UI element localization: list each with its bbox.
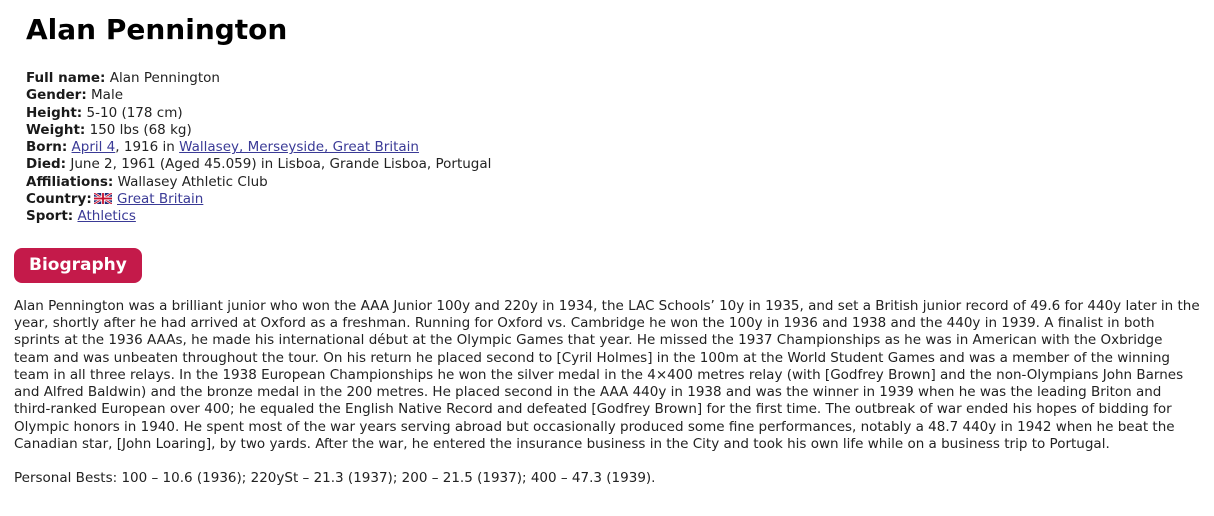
info-row-height — [26, 105, 1200, 122]
info-row-died — [26, 156, 1200, 173]
died-label: Died: — [26, 156, 67, 173]
personal-bests-text: Personal Bests: 100 – 10.6 (1936); 220ySt – 21.3 (1937); 200 – 21.5 (1937); 400 – 47.3 (1939). — [14, 470, 656, 487]
biography-section-heading: Biography — [14, 248, 142, 283]
born-label: Born: — [26, 139, 68, 156]
info-row-full-name — [26, 70, 1200, 87]
country-link[interactable]: Great Britain — [117, 191, 204, 208]
gender-label: Gender: — [26, 87, 87, 104]
info-row-born — [26, 139, 1200, 156]
info-row-sport — [26, 208, 1200, 225]
born-middle-text: , 1916 in — [115, 139, 180, 156]
uk-flag-icon — [94, 193, 112, 204]
info-row-gender — [26, 87, 1200, 104]
sport-label: Sport: — [26, 208, 74, 225]
height-value: 5-10 (178 cm) — [86, 104, 183, 121]
page-title: Alan Pennington — [26, 13, 288, 46]
info-row-weight — [26, 122, 1200, 139]
info-row-affiliations — [26, 174, 1200, 191]
died-value: June 2, 1961 (Aged 45.059) in Lisboa, Grande Lisboa, Portugal — [70, 156, 492, 173]
affiliations-value: Wallasey Athletic Club — [117, 173, 268, 190]
full-name-label: Full name: — [26, 70, 106, 86]
full-name-value: Alan Pennington — [109, 70, 220, 86]
affiliations-label: Affiliations: — [26, 173, 114, 190]
country-label: Country: — [26, 191, 92, 208]
weight-value: 150 lbs (68 kg) — [89, 121, 192, 138]
gender-value: Male — [91, 87, 124, 104]
born-place-link[interactable]: Wallasey, Merseyside, Great Britain — [179, 139, 419, 156]
athlete-info-list — [26, 70, 1200, 226]
sport-link[interactable]: Athletics — [77, 208, 136, 225]
born-date-link[interactable]: April 4 — [71, 139, 116, 156]
weight-label: Weight: — [26, 121, 86, 138]
height-label: Height: — [26, 104, 83, 121]
biography-text: Alan Pennington was a brilliant junior who won the AAA Junior 100y and 220y in 1934, the LAC Schools’ 10y in 1935, and set a British junior record of 49.6 for 440y later in the year, shortly after he had arrived at Oxford as a freshman. Running for Oxford vs. Cambridge he won the 100y in 1936 and 1938 and the 440y in 1939. A finalist in both sprints at the 1936 AAAs, he made his international début at the Olympic Games that year. He missed the 1937 Championships as he was in American with the Oxbridge team and was unbeaten throughout the tour. On his return he placed second to [Cyril Holmes] in the 100m at the World Student Games and was a member of the winning team in all three relays. In the 1938 European Championships he won the silver medal in the 4×400 metres relay (with [Godfrey Brown] and the non-Olympians John Barnes and Alfred Baldwin) and the bronze medal in the 200 metres. He placed second in the AAA 440y in 1938 and was the winner in 1939 when he was the leading Briton and third-ranked European over 400; he equaled the English Native Record and defeated [Godfrey Brown] for the first time. The outbreak of war ended his hopes of bidding for Olympic honors in 1940. He spent most of the war years serving abroad but occasionally produced some fine performances, notably a 48.7 440y in 1942 when he beat the Canadian star, [John Loaring], by two yards. After the war, he entered the insurance business in the City and took his own life while on a business trip to Portugal. — [14, 297, 1200, 453]
info-row-country — [26, 191, 1200, 208]
